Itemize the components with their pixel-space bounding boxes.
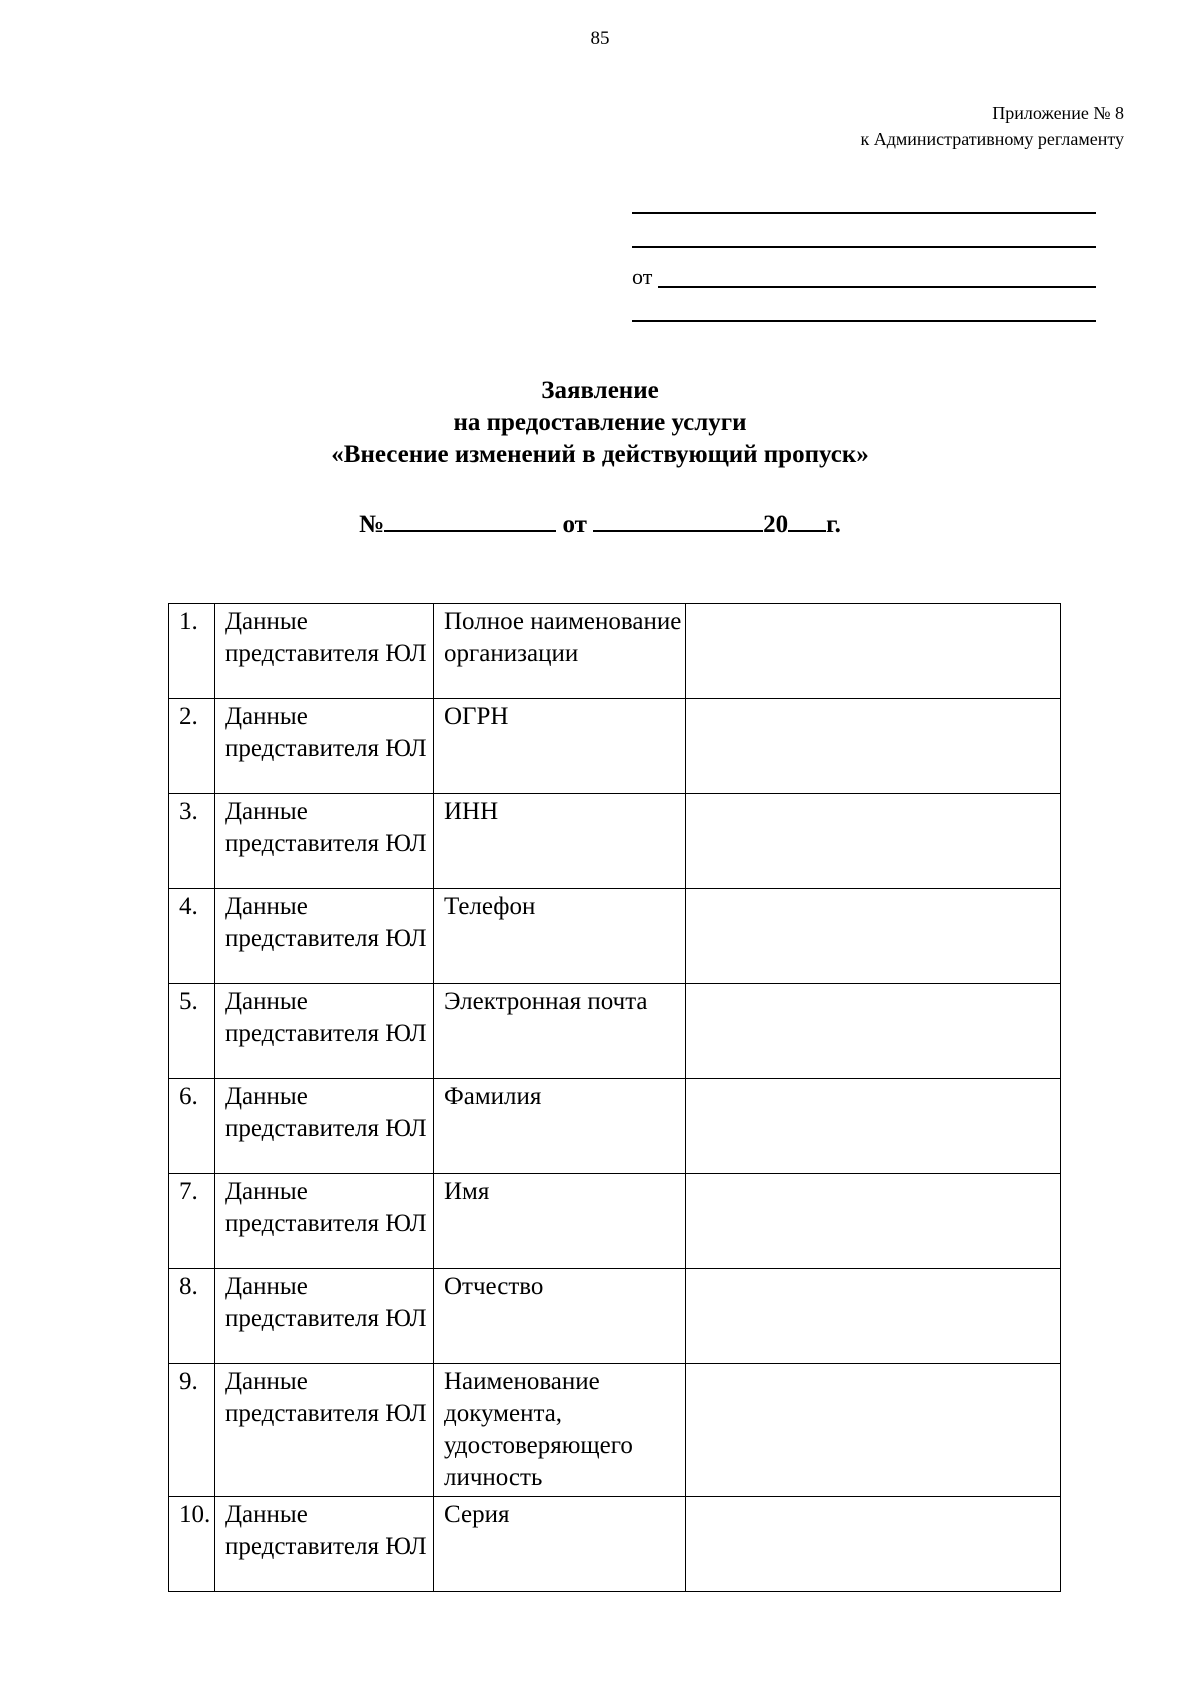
year-blank[interactable]	[788, 508, 826, 532]
row-category: Данные представителя ЮЛ	[215, 1174, 434, 1269]
row-number: 9.	[169, 1364, 215, 1497]
row-category: Данные представителя ЮЛ	[215, 984, 434, 1079]
row-category: Данные представителя ЮЛ	[215, 1269, 434, 1364]
date-blank[interactable]	[593, 508, 763, 532]
row-value-field[interactable]	[686, 794, 1061, 889]
row-category: Данные представителя ЮЛ	[215, 1497, 434, 1592]
row-number: 1.	[169, 604, 215, 699]
row-field-label: Серия	[434, 1497, 686, 1592]
row-value-field[interactable]	[686, 699, 1061, 794]
row-category: Данные представителя ЮЛ	[215, 699, 434, 794]
table-row	[169, 1269, 1061, 1364]
row-field-label: Отчество	[434, 1269, 686, 1364]
document-title	[0, 375, 1200, 471]
application-form-table	[168, 603, 1061, 1592]
title-line-2: на предоставление услуги	[453, 409, 747, 436]
row-category: Данные представителя ЮЛ	[215, 1079, 434, 1174]
row-field-label: Телефон	[434, 889, 686, 984]
addressee-from-line[interactable]	[632, 258, 1096, 288]
number-sign: №	[359, 511, 385, 538]
addressee-line-4[interactable]	[632, 298, 1096, 322]
row-number: 4.	[169, 889, 215, 984]
appendix-reference: к Административному регламенту	[860, 129, 1124, 149]
row-category: Данные представителя ЮЛ	[215, 889, 434, 984]
title-line-3: «Внесение изменений в действующий пропуск»	[331, 441, 869, 468]
row-field-label: Наименование документа, удостоверяющего личность	[434, 1364, 686, 1497]
table-row	[169, 889, 1061, 984]
row-value-field[interactable]	[686, 1174, 1061, 1269]
table-row	[169, 1079, 1061, 1174]
row-field-label: Электронная почта	[434, 984, 686, 1079]
row-category: Данные представителя ЮЛ	[215, 794, 434, 889]
row-number: 5.	[169, 984, 215, 1079]
row-field-label: ОГРН	[434, 699, 686, 794]
table-row	[169, 1364, 1061, 1497]
row-value-field[interactable]	[686, 889, 1061, 984]
row-field-label: Полное наименование организации	[434, 604, 686, 699]
table-row	[169, 1497, 1061, 1592]
row-value-field[interactable]	[686, 1079, 1061, 1174]
from-fill-line[interactable]	[658, 284, 1096, 288]
row-category: Данные представителя ЮЛ	[215, 604, 434, 699]
row-value-field[interactable]	[686, 1497, 1061, 1592]
row-field-label: ИНН	[434, 794, 686, 889]
row-value-field[interactable]	[686, 1269, 1061, 1364]
row-value-field[interactable]	[686, 604, 1061, 699]
row-number: 10.	[169, 1497, 215, 1592]
table-row	[169, 604, 1061, 699]
table-row	[169, 1174, 1061, 1269]
row-number: 6.	[169, 1079, 215, 1174]
row-value-field[interactable]	[686, 1364, 1061, 1497]
row-field-label: Имя	[434, 1174, 686, 1269]
appendix-number: Приложение № 8	[992, 103, 1124, 123]
row-field-label: Фамилия	[434, 1079, 686, 1174]
row-category: Данные представителя ЮЛ	[215, 1364, 434, 1497]
row-number: 8.	[169, 1269, 215, 1364]
number-blank[interactable]	[384, 508, 556, 532]
addressee-block	[632, 190, 1096, 332]
table-row	[169, 699, 1061, 794]
row-number: 3.	[169, 794, 215, 889]
row-number: 2.	[169, 699, 215, 794]
year-suffix: г.	[826, 511, 841, 538]
addressee-line-2[interactable]	[632, 224, 1096, 248]
date-from-label: от	[562, 511, 587, 538]
table-row	[169, 794, 1061, 889]
row-number: 7.	[169, 1174, 215, 1269]
page-number: 85	[590, 28, 610, 49]
title-line-1: Заявление	[541, 377, 659, 404]
appendix-header	[860, 100, 1124, 152]
application-number-line	[0, 508, 1200, 539]
addressee-line-1[interactable]	[632, 190, 1096, 214]
row-value-field[interactable]	[686, 984, 1061, 1079]
year-prefix: 20	[763, 511, 789, 538]
from-label: от	[632, 264, 653, 289]
table-row	[169, 984, 1061, 1079]
